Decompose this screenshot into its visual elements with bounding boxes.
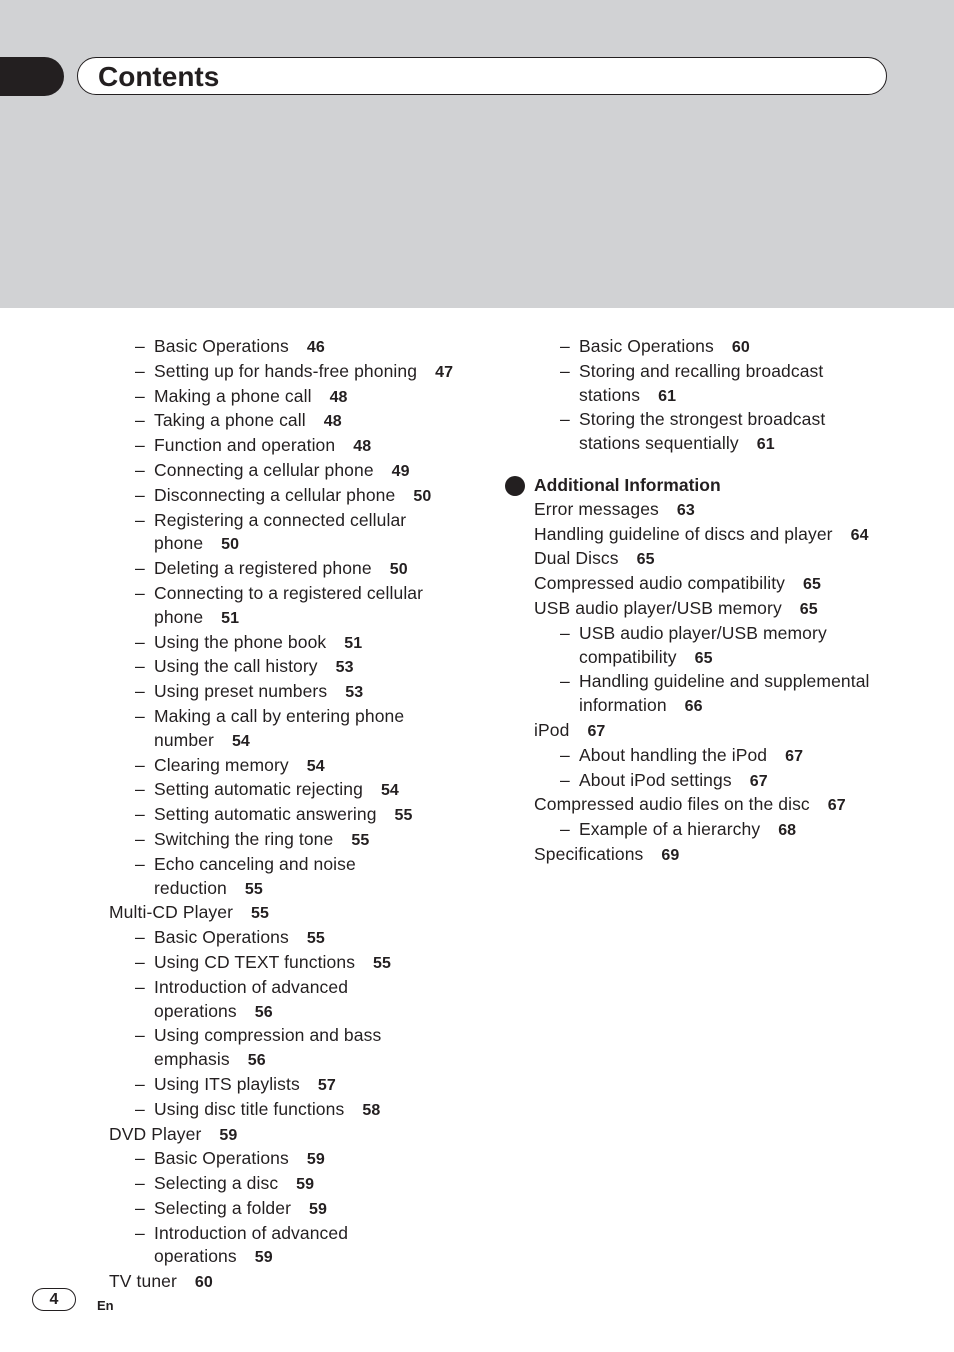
dash-marker: – (135, 484, 145, 505)
toc-entry[interactable] (109, 532, 509, 557)
toc-entry-page: 65 (803, 576, 822, 594)
toc-entry-text: Selecting a disc (154, 1173, 279, 1194)
section-title: Additional Information (534, 474, 721, 495)
toc-entry[interactable] (109, 385, 509, 410)
toc-entry-text: Basic Operations (154, 927, 289, 948)
dash-marker: – (135, 828, 145, 849)
toc-entry[interactable] (109, 729, 509, 754)
toc-entry-text: Using compression and bass (154, 1025, 382, 1046)
dash-marker: – (135, 705, 145, 726)
toc-entry[interactable] (109, 631, 509, 656)
toc-entry-text: TV tuner (109, 1271, 177, 1292)
toc-entry[interactable] (109, 853, 509, 877)
toc-entry-text: Compressed audio files on the disc (534, 794, 810, 815)
toc-entry-page: 59 (309, 1200, 328, 1218)
toc-entry-page: 48 (353, 438, 372, 456)
toc-entry-page: 50 (389, 561, 408, 579)
toc-entry[interactable] (534, 818, 934, 843)
toc-entry[interactable] (109, 360, 509, 385)
toc-entry-text: Using CD TEXT functions (154, 951, 356, 972)
toc-entry[interactable] (109, 803, 509, 828)
toc-entry-text: Taking a phone call (154, 410, 306, 431)
dash-marker: – (135, 410, 145, 431)
toc-entry-text: USB audio player/USB memory (579, 622, 827, 643)
toc-entry-text: stations sequentially (579, 433, 739, 454)
toc-entry[interactable] (534, 523, 934, 548)
toc-entry[interactable] (534, 572, 934, 597)
section-bullet-icon (505, 476, 525, 496)
toc-entry[interactable] (109, 680, 509, 705)
toc-entry-text: compatibility (579, 646, 677, 667)
language-label: En (97, 1298, 114, 1313)
toc-entry[interactable] (109, 484, 509, 509)
toc-entry[interactable] (534, 597, 934, 622)
toc-entry-page: 64 (850, 526, 869, 544)
toc-entry-page: 69 (661, 846, 680, 864)
toc-entry-text: information (579, 695, 667, 716)
toc-entry[interactable] (534, 694, 934, 719)
toc-entry-page: 49 (391, 462, 410, 480)
toc-entry[interactable] (109, 705, 509, 729)
toc-entry-text: Using the call history (154, 656, 318, 677)
toc-entry-page: 55 (306, 930, 325, 948)
toc-entry-page: 46 (306, 339, 325, 356)
toc-entry-text: Dual Discs (534, 548, 619, 569)
dash-marker: – (135, 656, 145, 677)
toc-entry[interactable] (109, 1172, 509, 1197)
toc-entry[interactable] (109, 1048, 509, 1073)
dash-marker: – (135, 459, 145, 480)
toc-entry-page: 55 (373, 954, 392, 972)
page-number: 4 (32, 1288, 76, 1311)
dash-marker: – (135, 582, 145, 603)
toc-entry-text: Using disc title functions (154, 1098, 345, 1119)
toc-entry-text: Selecting a folder (154, 1197, 292, 1218)
dash-marker: – (135, 1197, 145, 1218)
dash-marker: – (135, 976, 145, 997)
dash-marker: – (135, 927, 145, 948)
toc-entry-text: Storing and recalling broadcast (579, 360, 824, 381)
toc-entry-text: Setting automatic answering (154, 804, 377, 825)
dash-marker: – (135, 779, 145, 800)
toc-entry[interactable] (109, 1000, 509, 1025)
dash-marker: – (135, 1222, 145, 1243)
toc-entry-text: USB audio player/USB memory (534, 597, 782, 618)
dash-marker: – (135, 360, 145, 381)
toc-entry[interactable] (109, 1123, 509, 1148)
toc-entry-text: DVD Player (109, 1123, 202, 1144)
toc-entry-page: 54 (380, 782, 399, 800)
toc-entry-text: Handling guideline and supplemental (579, 671, 870, 692)
toc-entry-page: 65 (799, 600, 818, 618)
toc-entry-page: 61 (658, 387, 677, 405)
toc-entry-text: reduction (154, 877, 227, 898)
toc-entry[interactable] (534, 843, 934, 868)
toc-entry-page: 53 (335, 659, 354, 677)
toc-entry-page: 63 (676, 501, 695, 519)
toc-entry[interactable] (534, 769, 934, 794)
toc-entry[interactable] (534, 432, 934, 457)
toc-entry-text: Using the phone book (154, 631, 327, 652)
dash-marker: – (135, 336, 145, 356)
dash-marker: – (560, 622, 570, 643)
toc-entry-page: 59 (219, 1126, 238, 1144)
dash-marker: – (135, 1098, 145, 1119)
toc-entry-page: 59 (254, 1249, 273, 1267)
dash-marker: – (560, 744, 570, 765)
toc-entry-text: About iPod settings (579, 769, 732, 790)
toc-entry-text: Making a call by entering phone (154, 705, 405, 726)
toc-entry-text: Specifications (534, 843, 644, 864)
chapter-tab-marker (0, 57, 64, 96)
toc-entry[interactable] (109, 1147, 509, 1172)
toc-entry-page: 67 (827, 797, 846, 815)
toc-entry[interactable] (534, 793, 934, 818)
section-heading[interactable] (534, 474, 934, 498)
toc-entry-page: 60 (194, 1274, 213, 1292)
toc-entry[interactable] (534, 719, 934, 744)
toc-entry-text: Using ITS playlists (154, 1073, 300, 1094)
dash-marker: – (135, 1025, 145, 1046)
toc-entry-page: 67 (749, 772, 768, 790)
dash-marker: – (135, 951, 145, 972)
toc-entry-page: 68 (778, 822, 797, 840)
toc-entry-text: Error messages (534, 498, 659, 519)
toc-entry-page: 55 (251, 905, 270, 923)
toc-entry[interactable] (109, 509, 509, 533)
toc-entry-page: 55 (394, 807, 413, 825)
toc-entry-text: iPod (534, 719, 570, 740)
dash-marker: – (135, 1173, 145, 1194)
toc-entry[interactable] (109, 1222, 509, 1246)
toc-entry-text: Multi-CD Player (109, 902, 234, 923)
toc-entry[interactable] (109, 1270, 509, 1295)
toc-entry-text: Making a phone call (154, 385, 312, 406)
toc-entry-page: 60 (731, 339, 750, 356)
toc-entry-page: 53 (345, 684, 364, 702)
toc-entry[interactable] (109, 459, 509, 484)
toc-entry-text: Echo canceling and noise (154, 853, 356, 874)
toc-entry-text: Introduction of advanced (154, 976, 349, 997)
toc-entry-text: Connecting a cellular phone (154, 459, 374, 480)
toc-entry-page: 54 (231, 732, 250, 750)
header-band (0, 0, 954, 308)
toc-entry[interactable] (109, 976, 509, 1000)
toc-entry-page: 56 (247, 1052, 266, 1070)
dash-marker: – (560, 819, 570, 840)
toc-entry-page: 67 (587, 722, 606, 740)
toc-entry[interactable] (109, 1098, 509, 1123)
toc-entry-text: Basic Operations (579, 336, 714, 356)
toc-entry-text: phone (154, 533, 204, 554)
toc-entry-page: 58 (362, 1101, 381, 1119)
toc-entry-page: 48 (323, 413, 342, 431)
toc-entry-page: 51 (344, 634, 363, 652)
toc-entry-page: 59 (296, 1176, 315, 1194)
toc-entry[interactable] (109, 951, 509, 976)
toc-entry[interactable] (534, 498, 934, 523)
toc-entry-text: Function and operation (154, 435, 336, 456)
toc-entry-text: Handling guideline of discs and player (534, 523, 833, 544)
toc-entry-text: phone (154, 606, 204, 627)
toc-entry[interactable] (109, 926, 509, 951)
toc-entry[interactable] (109, 335, 509, 360)
dash-marker: – (560, 336, 570, 356)
toc-entry-page: 65 (636, 551, 655, 569)
page-title: Contents (98, 61, 220, 92)
toc-entry-text: Using preset numbers (154, 681, 328, 702)
toc-entry-text: emphasis (154, 1049, 230, 1070)
toc-right-top-list (534, 335, 934, 457)
toc-entry-text: Deleting a registered phone (154, 558, 372, 579)
toc-entry-text: Basic Operations (154, 1148, 289, 1169)
toc-section-list (534, 498, 934, 868)
toc-entry[interactable] (109, 1073, 509, 1098)
toc-entry[interactable] (534, 384, 934, 409)
toc-entry-text: Registering a connected cellular (154, 509, 407, 530)
toc-entry[interactable] (109, 1245, 509, 1270)
title-frame (77, 57, 887, 95)
toc-entry[interactable] (534, 360, 934, 384)
toc-entry[interactable] (109, 655, 509, 680)
dash-marker: – (135, 1148, 145, 1169)
toc-entry[interactable] (109, 434, 509, 459)
toc-entry-page: 61 (756, 436, 775, 454)
toc-entry-text: About handling the iPod (579, 744, 768, 765)
toc-entry-text: number (154, 729, 214, 750)
toc-entry-text: Connecting to a registered cellular (154, 582, 424, 603)
toc-entry-page: 57 (317, 1076, 336, 1094)
toc-entry-text: operations (154, 1000, 237, 1021)
toc-entry-text: stations (579, 384, 641, 405)
toc-entry-page: 48 (329, 388, 348, 406)
toc-left-column (109, 335, 509, 1295)
dash-marker: – (560, 671, 570, 692)
dash-marker: – (135, 1073, 145, 1094)
toc-entry-text: Storing the strongest broadcast (579, 409, 826, 430)
toc-entry-text: Setting up for hands-free phoning (154, 360, 418, 381)
toc-entry[interactable] (109, 828, 509, 853)
toc-entry-text: Compressed audio compatibility (534, 573, 786, 594)
dash-marker: – (560, 360, 570, 381)
toc-right-column (534, 335, 934, 868)
dash-marker: – (560, 409, 570, 430)
toc-entry[interactable] (534, 744, 934, 769)
dash-marker: – (135, 681, 145, 702)
toc-entry[interactable] (109, 754, 509, 779)
toc-entry[interactable] (109, 557, 509, 582)
toc-entry-page: 59 (306, 1151, 325, 1169)
dash-marker: – (135, 631, 145, 652)
toc-entry[interactable] (534, 670, 934, 694)
toc-entry[interactable] (109, 901, 509, 926)
toc-entry-text: Basic Operations (154, 336, 289, 356)
toc-entry[interactable] (534, 622, 934, 646)
toc-entry[interactable] (109, 409, 509, 434)
toc-entry-page: 50 (413, 487, 432, 505)
toc-entry[interactable] (109, 877, 509, 902)
toc-entry[interactable] (534, 646, 934, 671)
dash-marker: – (135, 853, 145, 874)
dash-marker: – (135, 558, 145, 579)
toc-entry-page: 67 (785, 747, 804, 765)
toc-entry-page: 55 (244, 880, 263, 898)
toc-entry-text: Introduction of advanced (154, 1222, 349, 1243)
dash-marker: – (135, 754, 145, 775)
toc-entry-text: Disconnecting a cellular phone (154, 484, 396, 505)
toc-entry[interactable] (109, 582, 509, 606)
toc-entry-page: 51 (221, 609, 240, 627)
dash-marker: – (135, 804, 145, 825)
toc-entry[interactable] (534, 547, 934, 572)
toc-entry-page: 55 (351, 831, 370, 849)
toc-entry-text: Setting automatic rejecting (154, 779, 363, 800)
dash-marker: – (135, 435, 145, 456)
dash-marker: – (560, 769, 570, 790)
toc-entry-text: Clearing memory (154, 754, 289, 775)
toc-entry-page: 56 (254, 1003, 273, 1021)
toc-entry[interactable] (109, 1197, 509, 1222)
toc-entry-page: 66 (684, 698, 703, 716)
toc-entry-page: 47 (435, 363, 454, 381)
toc-entry[interactable] (109, 778, 509, 803)
dash-marker: – (135, 385, 145, 406)
toc-entry[interactable] (109, 606, 509, 631)
toc-entry-text: Switching the ring tone (154, 828, 334, 849)
toc-entry-text: Example of a hierarchy (579, 819, 761, 840)
toc-entry[interactable] (534, 408, 934, 432)
toc-entry-page: 50 (221, 536, 240, 554)
toc-entry-page: 54 (306, 757, 325, 775)
toc-entry[interactable] (534, 335, 934, 360)
toc-entry-page: 65 (694, 649, 713, 667)
toc-entry-text: operations (154, 1246, 237, 1267)
dash-marker: – (135, 509, 145, 530)
toc-entry[interactable] (109, 1024, 509, 1048)
